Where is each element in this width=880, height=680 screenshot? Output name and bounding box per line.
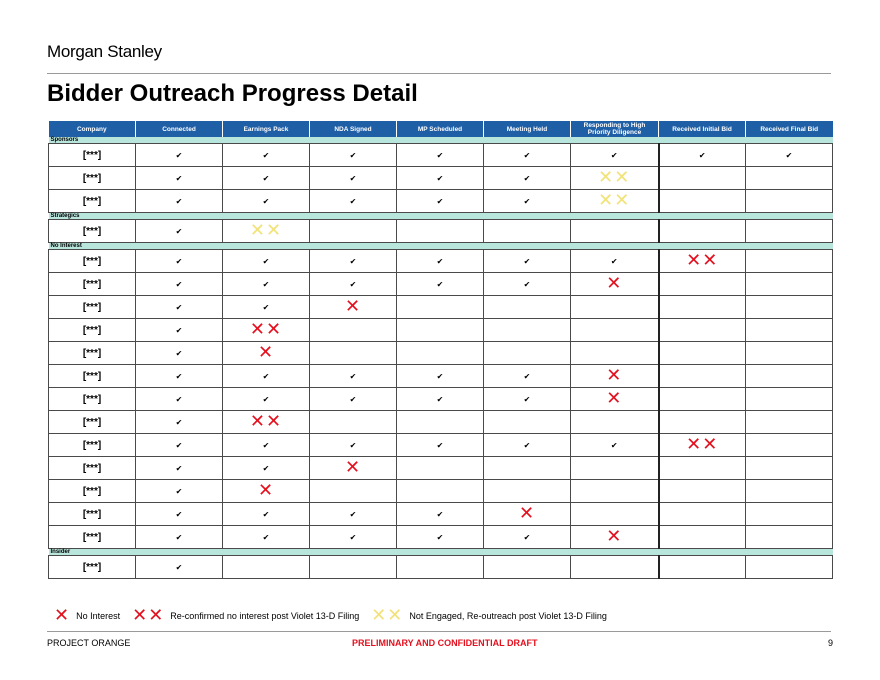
legend-label: No Interest: [76, 611, 121, 621]
status-cell: [659, 342, 746, 365]
company-name: [***]: [49, 250, 136, 273]
status-cell: [136, 480, 223, 503]
status-cell: [659, 434, 746, 457]
check-icon: ✔: [262, 173, 270, 183]
status-cell: [397, 526, 484, 549]
status-cell: [659, 411, 746, 434]
column-header: Earnings Pack: [223, 121, 310, 137]
status-cell: [310, 480, 397, 503]
column-header: Received Final Bid: [746, 121, 833, 137]
column-header: Connected: [136, 121, 223, 137]
status-cell: [310, 190, 397, 213]
status-cell: [310, 273, 397, 296]
check-icon: ✔: [610, 256, 618, 266]
legend-item-no-interest: [54, 607, 120, 625]
status-cell: [659, 273, 746, 296]
status-cell: [223, 167, 310, 190]
table-row: [49, 457, 833, 480]
check-icon: ✔: [523, 173, 531, 183]
red-x-icon: ✕: [257, 480, 275, 501]
check-icon: ✔: [523, 371, 531, 381]
red-x-icon: ✕: [54, 605, 71, 626]
status-cell: [484, 167, 571, 190]
table-row: [49, 190, 833, 213]
table-row: [49, 411, 833, 434]
status-cell: [571, 250, 659, 273]
status-cell: [397, 250, 484, 273]
status-cell: [310, 296, 397, 319]
table-row: [49, 388, 833, 411]
table-row: [49, 434, 833, 457]
status-cell: [223, 556, 310, 579]
table-row: [49, 250, 833, 273]
company-name: [***]: [49, 319, 136, 342]
section-label: Sponsors: [49, 137, 833, 144]
status-cell: [571, 296, 659, 319]
section-label: Insider: [49, 549, 833, 556]
table-row: [49, 365, 833, 388]
check-icon: ✔: [436, 509, 444, 519]
table-row: [49, 526, 833, 549]
status-cell: [484, 480, 571, 503]
status-cell: [397, 503, 484, 526]
column-header: NDA Signed: [310, 121, 397, 137]
status-cell: [223, 144, 310, 167]
status-cell: [397, 319, 484, 342]
status-cell: [310, 411, 397, 434]
column-header: Responding to High Priority Diligence: [571, 121, 659, 137]
table-row: [49, 319, 833, 342]
red-x-icon: ✕: [606, 526, 623, 547]
double-red-x-icon: ✕✕: [132, 605, 165, 626]
status-cell: [223, 190, 310, 213]
status-cell: [136, 411, 223, 434]
status-cell: [746, 411, 833, 434]
status-cell: [571, 434, 659, 457]
status-cell: [136, 388, 223, 411]
column-header: MP Scheduled: [397, 121, 484, 137]
status-cell: [746, 365, 833, 388]
double-red-x-icon: ✕✕: [249, 411, 283, 432]
table-row: [49, 144, 833, 167]
check-icon: ✔: [175, 532, 183, 542]
status-cell: [659, 319, 746, 342]
status-cell: [223, 388, 310, 411]
status-cell: [746, 503, 833, 526]
status-cell: [397, 556, 484, 579]
status-cell: [484, 365, 571, 388]
table-header-row: [49, 121, 833, 137]
draft-notice: PRELIMINARY AND CONFIDENTIAL DRAFT: [352, 638, 538, 648]
page-number: 9: [828, 638, 834, 648]
status-cell: [746, 319, 833, 342]
check-icon: ✔: [436, 532, 444, 542]
status-cell: [746, 342, 833, 365]
column-header: Company: [49, 121, 136, 137]
status-cell: [484, 556, 571, 579]
status-cell: [571, 457, 659, 480]
check-icon: ✔: [262, 279, 270, 289]
status-cell: [136, 342, 223, 365]
status-cell: [223, 526, 310, 549]
status-cell: [571, 365, 659, 388]
bottom-divider: [47, 631, 831, 632]
section-row: [49, 213, 833, 220]
status-cell: [310, 167, 397, 190]
status-cell: [136, 526, 223, 549]
legend-item-not-engaged: [371, 607, 607, 625]
check-icon: ✔: [610, 150, 618, 160]
status-cell: [484, 144, 571, 167]
status-cell: [484, 319, 571, 342]
legend: [54, 606, 619, 626]
status-cell: [746, 526, 833, 549]
status-cell: [223, 480, 310, 503]
company-name: [***]: [49, 526, 136, 549]
section-label: Strategics: [49, 213, 833, 220]
check-icon: ✔: [262, 371, 270, 381]
status-cell: [484, 526, 571, 549]
status-cell: [746, 220, 833, 243]
check-icon: ✔: [175, 509, 183, 519]
company-name: [***]: [49, 220, 136, 243]
status-cell: [571, 342, 659, 365]
check-icon: ✔: [175, 371, 183, 381]
status-cell: [484, 388, 571, 411]
legend-label: Not Engaged, Re-outreach post Violet 13-D Filing: [409, 611, 607, 621]
status-cell: [484, 220, 571, 243]
status-cell: [484, 457, 571, 480]
status-cell: [484, 273, 571, 296]
company-name: [***]: [49, 273, 136, 296]
check-icon: ✔: [349, 196, 357, 206]
table-row: [49, 556, 833, 579]
check-icon: ✔: [349, 173, 357, 183]
check-icon: ✔: [175, 486, 183, 496]
status-cell: [659, 250, 746, 273]
status-cell: [397, 342, 484, 365]
status-cell: [571, 319, 659, 342]
status-cell: [571, 388, 659, 411]
check-icon: ✔: [349, 532, 357, 542]
red-x-icon: ✕: [606, 388, 623, 409]
table-row: [49, 296, 833, 319]
status-cell: [223, 503, 310, 526]
check-icon: ✔: [349, 279, 357, 289]
company-name: [***]: [49, 457, 136, 480]
status-cell: [659, 220, 746, 243]
check-icon: ✔: [175, 150, 183, 160]
status-cell: [136, 319, 223, 342]
status-cell: [136, 250, 223, 273]
status-cell: [397, 434, 484, 457]
status-cell: [310, 503, 397, 526]
status-cell: [397, 296, 484, 319]
status-cell: [310, 220, 397, 243]
company-name: [***]: [49, 480, 136, 503]
status-cell: [136, 556, 223, 579]
status-cell: [746, 144, 833, 167]
status-cell: [659, 503, 746, 526]
check-icon: ✔: [175, 394, 183, 404]
status-cell: [397, 480, 484, 503]
check-icon: ✔: [349, 150, 357, 160]
status-cell: [136, 144, 223, 167]
status-cell: [223, 220, 310, 243]
table-row: [49, 167, 833, 190]
status-cell: [310, 457, 397, 480]
check-icon: ✔: [175, 440, 183, 450]
red-x-icon: ✕: [518, 503, 536, 524]
check-icon: ✔: [523, 196, 531, 206]
page-title: Bidder Outreach Progress Detail: [47, 80, 418, 107]
section-row: [49, 549, 833, 556]
status-cell: [484, 434, 571, 457]
red-x-icon: ✕: [606, 365, 623, 386]
bidder-outreach-table: [48, 121, 833, 579]
status-cell: [659, 526, 746, 549]
check-icon: ✔: [262, 394, 270, 404]
double-yellow-x-icon: ✕✕: [598, 190, 631, 211]
double-yellow-x-icon: ✕✕: [598, 167, 631, 188]
status-cell: [746, 190, 833, 213]
status-cell: [136, 365, 223, 388]
morgan-stanley-logo: Morgan Stanley: [47, 42, 162, 61]
status-cell: [484, 411, 571, 434]
status-cell: [223, 365, 310, 388]
check-icon: ✔: [523, 279, 531, 289]
status-cell: [310, 250, 397, 273]
check-icon: ✔: [175, 325, 183, 335]
company-name: [***]: [49, 388, 136, 411]
status-cell: [397, 144, 484, 167]
check-icon: ✔: [175, 348, 183, 358]
check-icon: ✔: [175, 463, 183, 473]
check-icon: ✔: [349, 509, 357, 519]
company-name: [***]: [49, 296, 136, 319]
check-icon: ✔: [175, 279, 183, 289]
status-cell: [746, 480, 833, 503]
check-icon: ✔: [262, 509, 270, 519]
status-cell: [223, 434, 310, 457]
status-cell: [136, 273, 223, 296]
check-icon: ✔: [175, 226, 183, 236]
check-icon: ✔: [175, 256, 183, 266]
check-icon: ✔: [349, 394, 357, 404]
company-name: [***]: [49, 190, 136, 213]
status-cell: [659, 365, 746, 388]
table-row: [49, 480, 833, 503]
check-icon: ✔: [262, 440, 270, 450]
project-name: PROJECT ORANGE: [47, 638, 131, 648]
legend-item-reconfirmed: [132, 607, 359, 625]
company-name: [***]: [49, 144, 136, 167]
status-cell: [571, 167, 659, 190]
check-icon: ✔: [436, 371, 444, 381]
status-cell: [659, 388, 746, 411]
red-x-icon: ✕: [344, 457, 362, 478]
check-icon: ✔: [262, 532, 270, 542]
status-cell: [136, 167, 223, 190]
status-cell: [659, 457, 746, 480]
table-row: [49, 273, 833, 296]
table-row: [49, 342, 833, 365]
status-cell: [397, 411, 484, 434]
check-icon: ✔: [436, 440, 444, 450]
status-cell: [571, 273, 659, 296]
status-cell: [484, 250, 571, 273]
table-row: [49, 220, 833, 243]
status-cell: [397, 190, 484, 213]
check-icon: ✔: [262, 150, 270, 160]
status-cell: [571, 556, 659, 579]
check-icon: ✔: [523, 532, 531, 542]
check-icon: ✔: [523, 394, 531, 404]
check-icon: ✔: [523, 440, 531, 450]
status-cell: [136, 220, 223, 243]
status-cell: [310, 526, 397, 549]
check-icon: ✔: [436, 196, 444, 206]
company-name: [***]: [49, 434, 136, 457]
section-row: [49, 243, 833, 250]
status-cell: [223, 319, 310, 342]
status-cell: [136, 457, 223, 480]
top-divider: [47, 73, 831, 74]
check-icon: ✔: [610, 440, 618, 450]
status-cell: [746, 296, 833, 319]
status-cell: [571, 526, 659, 549]
column-header: Received Initial Bid: [659, 121, 746, 137]
column-header: Meeting Held: [484, 121, 571, 137]
double-red-x-icon: ✕✕: [686, 434, 719, 455]
status-cell: [484, 296, 571, 319]
status-cell: [746, 434, 833, 457]
check-icon: ✔: [349, 256, 357, 266]
status-cell: [571, 220, 659, 243]
check-icon: ✔: [262, 196, 270, 206]
status-cell: [136, 296, 223, 319]
status-cell: [223, 411, 310, 434]
check-icon: ✔: [175, 173, 183, 183]
status-cell: [223, 250, 310, 273]
legend-label: Re-confirmed no interest post Violet 13-D Filing: [170, 611, 360, 621]
status-cell: [746, 388, 833, 411]
status-cell: [397, 388, 484, 411]
status-cell: [746, 250, 833, 273]
status-cell: [659, 167, 746, 190]
check-icon: ✔: [175, 196, 183, 206]
status-cell: [484, 342, 571, 365]
status-cell: [397, 273, 484, 296]
section-label: No Interest: [49, 243, 833, 250]
company-name: [***]: [49, 503, 136, 526]
status-cell: [746, 273, 833, 296]
status-cell: [310, 342, 397, 365]
status-cell: [571, 503, 659, 526]
red-x-icon: ✕: [606, 273, 623, 294]
status-cell: [484, 190, 571, 213]
status-cell: [571, 190, 659, 213]
check-icon: ✔: [262, 256, 270, 266]
check-icon: ✔: [436, 256, 444, 266]
company-name: [***]: [49, 365, 136, 388]
check-icon: ✔: [262, 463, 270, 473]
status-cell: [310, 556, 397, 579]
double-yellow-x-icon: ✕✕: [249, 220, 283, 241]
check-icon: ✔: [436, 394, 444, 404]
double-yellow-x-icon: ✕✕: [371, 605, 404, 626]
check-icon: ✔: [436, 173, 444, 183]
check-icon: ✔: [523, 150, 531, 160]
status-cell: [746, 457, 833, 480]
status-cell: [659, 144, 746, 167]
company-name: [***]: [49, 411, 136, 434]
status-cell: [659, 556, 746, 579]
status-cell: [310, 434, 397, 457]
red-x-icon: ✕: [257, 342, 275, 363]
check-icon: ✔: [785, 150, 793, 160]
status-cell: [397, 220, 484, 243]
company-name: [***]: [49, 342, 136, 365]
status-cell: [571, 144, 659, 167]
check-icon: ✔: [175, 302, 183, 312]
red-x-icon: ✕: [344, 296, 362, 317]
status-cell: [571, 411, 659, 434]
status-cell: [310, 388, 397, 411]
status-cell: [310, 365, 397, 388]
status-cell: [746, 167, 833, 190]
company-name: [***]: [49, 167, 136, 190]
status-cell: [397, 167, 484, 190]
status-cell: [310, 144, 397, 167]
check-icon: ✔: [175, 562, 183, 572]
status-cell: [136, 190, 223, 213]
status-cell: [659, 190, 746, 213]
check-icon: ✔: [698, 150, 706, 160]
status-cell: [223, 273, 310, 296]
status-cell: [223, 342, 310, 365]
company-name: [***]: [49, 556, 136, 579]
status-cell: [310, 319, 397, 342]
status-cell: [223, 296, 310, 319]
double-red-x-icon: ✕✕: [249, 319, 283, 340]
check-icon: ✔: [175, 417, 183, 427]
status-cell: [746, 556, 833, 579]
check-icon: ✔: [349, 371, 357, 381]
status-cell: [397, 365, 484, 388]
status-cell: [659, 296, 746, 319]
check-icon: ✔: [436, 279, 444, 289]
check-icon: ✔: [436, 150, 444, 160]
check-icon: ✔: [523, 256, 531, 266]
check-icon: ✔: [349, 440, 357, 450]
status-cell: [571, 480, 659, 503]
status-cell: [484, 503, 571, 526]
status-cell: [136, 434, 223, 457]
status-cell: [223, 457, 310, 480]
check-icon: ✔: [262, 302, 270, 312]
double-red-x-icon: ✕✕: [686, 250, 719, 271]
status-cell: [397, 457, 484, 480]
status-cell: [136, 503, 223, 526]
table-row: [49, 503, 833, 526]
status-cell: [659, 480, 746, 503]
